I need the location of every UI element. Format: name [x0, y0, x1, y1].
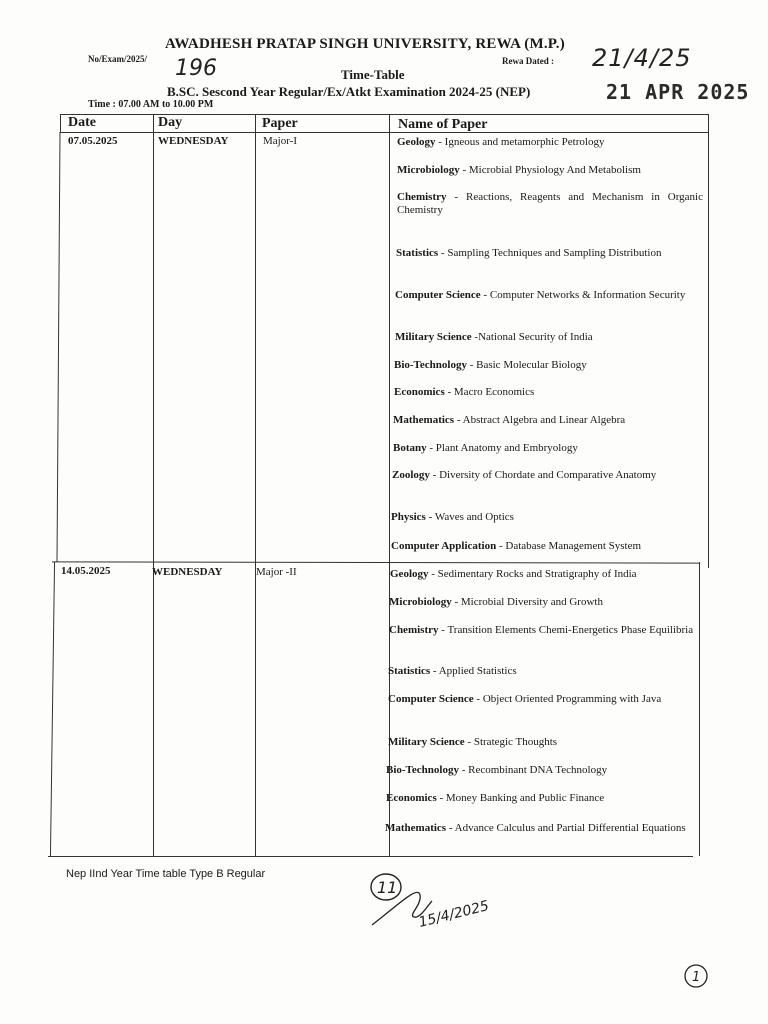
paper-name: Waves and Optics — [434, 511, 514, 523]
paper-name: Database Management System — [505, 540, 642, 552]
row-2-subject-9: Mathematics - Advance Calculus and Partial Differential Equations — [385, 822, 686, 834]
subject-name: Statistics — [396, 247, 439, 259]
row-2-date: 14.05.2025 — [61, 565, 111, 577]
column-header-name-of-paper: Name of Paper — [398, 117, 488, 132]
paper-name: Computer Networks & Information Security — [489, 289, 686, 301]
subject-name: Mathematics — [393, 414, 455, 426]
page-title: Time-Table — [341, 67, 405, 82]
footer-note: Nep IInd Year Time table Type B Regular — [66, 868, 266, 880]
row-2-paper: Major -II — [256, 566, 297, 578]
paper-name: Sampling Techniques and Sampling Distribution — [447, 247, 662, 259]
column-divider-day-paper — [255, 114, 256, 856]
paper-name: Sedimentary Rocks and Stratigraphy of India — [437, 568, 637, 580]
row-1-date: 07.05.2025 — [68, 135, 118, 147]
table-left-border-top — [60, 114, 61, 132]
paper-name: Microbial Physiology And Metabolism — [468, 164, 641, 176]
row-1-subject-7: Bio-Technology - Basic Molecular Biology — [394, 359, 587, 371]
column-divider-date-day — [153, 114, 154, 856]
row-2-subject-4: Statistics - Applied Statistics — [388, 665, 517, 677]
paper-name: Igneous and metamorphic Petrology — [444, 136, 605, 148]
row-2-subject-3: Chemistry - Transition Elements Chemi-Energetics Phase Equilibria — [389, 624, 694, 636]
subject-name: Physics — [391, 511, 426, 523]
row-1-subject-9: Mathematics - Abstract Algebra and Linear Algebra — [393, 414, 626, 426]
paper-name: Microbial Diversity and Growth — [460, 596, 603, 608]
row-1-paper: Major-I — [263, 135, 297, 147]
table-left-border — [56, 132, 60, 562]
row-1-subject-1: Geology - Igneous and metamorphic Petrology — [397, 136, 605, 148]
subject-name: Bio-Technology — [394, 359, 467, 371]
subject-name: Mathematics — [385, 822, 447, 834]
column-header-day: Day — [158, 115, 183, 130]
subject-name: Economics — [386, 792, 437, 804]
subject-name: Computer Science — [395, 289, 481, 301]
subject-name: Military Science — [395, 331, 472, 343]
row-2-subject-6: Military Science - Strategic Thoughts — [388, 736, 558, 748]
paper-name: Diversity of Chordate and Comparative Anatomy — [439, 469, 657, 481]
subject-name: Geology — [397, 136, 436, 148]
subject-name: Military Science — [388, 736, 465, 748]
table-row-divider — [52, 561, 700, 563]
signature-initials: 11 — [377, 878, 398, 897]
exam-time: Time : 07.00 AM to 10.00 PM — [88, 99, 214, 110]
rewa-dated-handwritten: 21/4/25 — [592, 44, 692, 72]
subject-name: Zoology — [392, 469, 430, 481]
page-mark-number: 1 — [692, 970, 701, 985]
row-1-subject-12: Physics - Waves and Optics — [391, 511, 514, 523]
reference-number-label: No/Exam/2025/ — [88, 54, 148, 64]
paper-name: Applied Statistics — [438, 665, 517, 677]
received-date-stamp: 21 APR 2025 — [606, 80, 750, 104]
subject-name: Botany — [393, 442, 427, 454]
paper-name: National Security of India — [478, 331, 593, 343]
rewa-dated-label: Rewa Dated : — [502, 56, 554, 66]
paper-name: Macro Economics — [453, 386, 535, 398]
subject-name: Bio-Technology — [386, 764, 459, 776]
row-2-day: WEDNESDAY — [152, 566, 223, 578]
column-header-paper: Paper — [262, 116, 298, 131]
row-1-day: WEDNESDAY — [158, 135, 229, 147]
paper-name: Money Banking and Public Finance — [445, 792, 605, 804]
row-2-subject-7: Bio-Technology - Recombinant DNA Technology — [386, 764, 608, 776]
row-1-subject-8: Economics - Macro Economics — [394, 386, 535, 398]
subject-name: Chemistry — [389, 624, 439, 636]
column-header-date: Date — [68, 115, 96, 130]
paper-name: Object Oriented Programming with Java — [482, 693, 662, 705]
row-1-subject-3: Chemistry - Reactions, Reagents and Mechanism in Organic Chemistry — [397, 191, 704, 216]
table-left-border-lower — [50, 562, 55, 856]
subject-name: Microbiology — [389, 596, 452, 608]
page-number-mark — [682, 962, 710, 990]
row-2-subject-5: Computer Science - Object Oriented Programming with Java — [388, 693, 662, 705]
reference-number-handwritten: 196 — [175, 56, 217, 81]
row-2-subject-8: Economics - Money Banking and Public Finance — [386, 792, 605, 804]
table-right-border — [708, 114, 709, 568]
paper-name: Reactions, Reagents and Mechanism in Organic Chemistry — [397, 191, 704, 216]
row-1-subject-13: Computer Application - Database Management System — [391, 540, 642, 552]
paper-name: Abstract Algebra and Linear Algebra — [462, 414, 626, 426]
subject-name: Economics — [394, 386, 445, 398]
table-header-divider — [60, 132, 708, 133]
subject-name: Computer Application — [391, 540, 497, 552]
row-1-subject-11: Zoology - Diversity of Chordate and Comparative Anatomy — [392, 469, 657, 481]
subject-name: Statistics — [388, 665, 431, 677]
row-2-subject-1: Geology - Sedimentary Rocks and Stratigraphy of India — [390, 568, 637, 580]
paper-name: Transition Elements Chemi-Energetics Phase Equilibria — [447, 624, 694, 636]
exam-title: B.SC. Sescond Year Regular/Ex/Atkt Examination 2024-25 (NEP) — [167, 84, 531, 99]
subject-name: Microbiology — [397, 164, 460, 176]
row-1-subject-6: Military Science -National Security of India — [395, 331, 593, 343]
table-bottom-border — [48, 856, 693, 857]
signature-date: 15/4/2025 — [417, 897, 491, 931]
row-1-subject-4: Statistics - Sampling Techniques and Sampling Distribution — [396, 247, 662, 259]
table-right-border-lower — [699, 562, 700, 856]
handwritten-signature — [358, 865, 548, 935]
subject-name: Chemistry — [397, 191, 447, 203]
row-1-subject-10: Botany - Plant Anatomy and Embryology — [393, 442, 578, 454]
university-name: AWADHESH PRATAP SINGH UNIVERSITY, REWA (M.P.) — [165, 36, 565, 52]
subject-name: Geology — [390, 568, 429, 580]
paper-name: Plant Anatomy and Embryology — [435, 442, 578, 454]
paper-name: Strategic Thoughts — [473, 736, 558, 748]
paper-name: Recombinant DNA Technology — [468, 764, 608, 776]
paper-name: Advance Calculus and Partial Differential Equations — [454, 822, 686, 834]
row-1-subject-5: Computer Science - Computer Networks & Information Security — [395, 289, 686, 301]
paper-name: Basic Molecular Biology — [476, 359, 587, 371]
subject-name: Computer Science — [388, 693, 474, 705]
row-2-subject-2: Microbiology - Microbial Diversity and Growth — [389, 596, 603, 608]
row-1-subject-2: Microbiology - Microbial Physiology And Metabolism — [397, 164, 641, 176]
